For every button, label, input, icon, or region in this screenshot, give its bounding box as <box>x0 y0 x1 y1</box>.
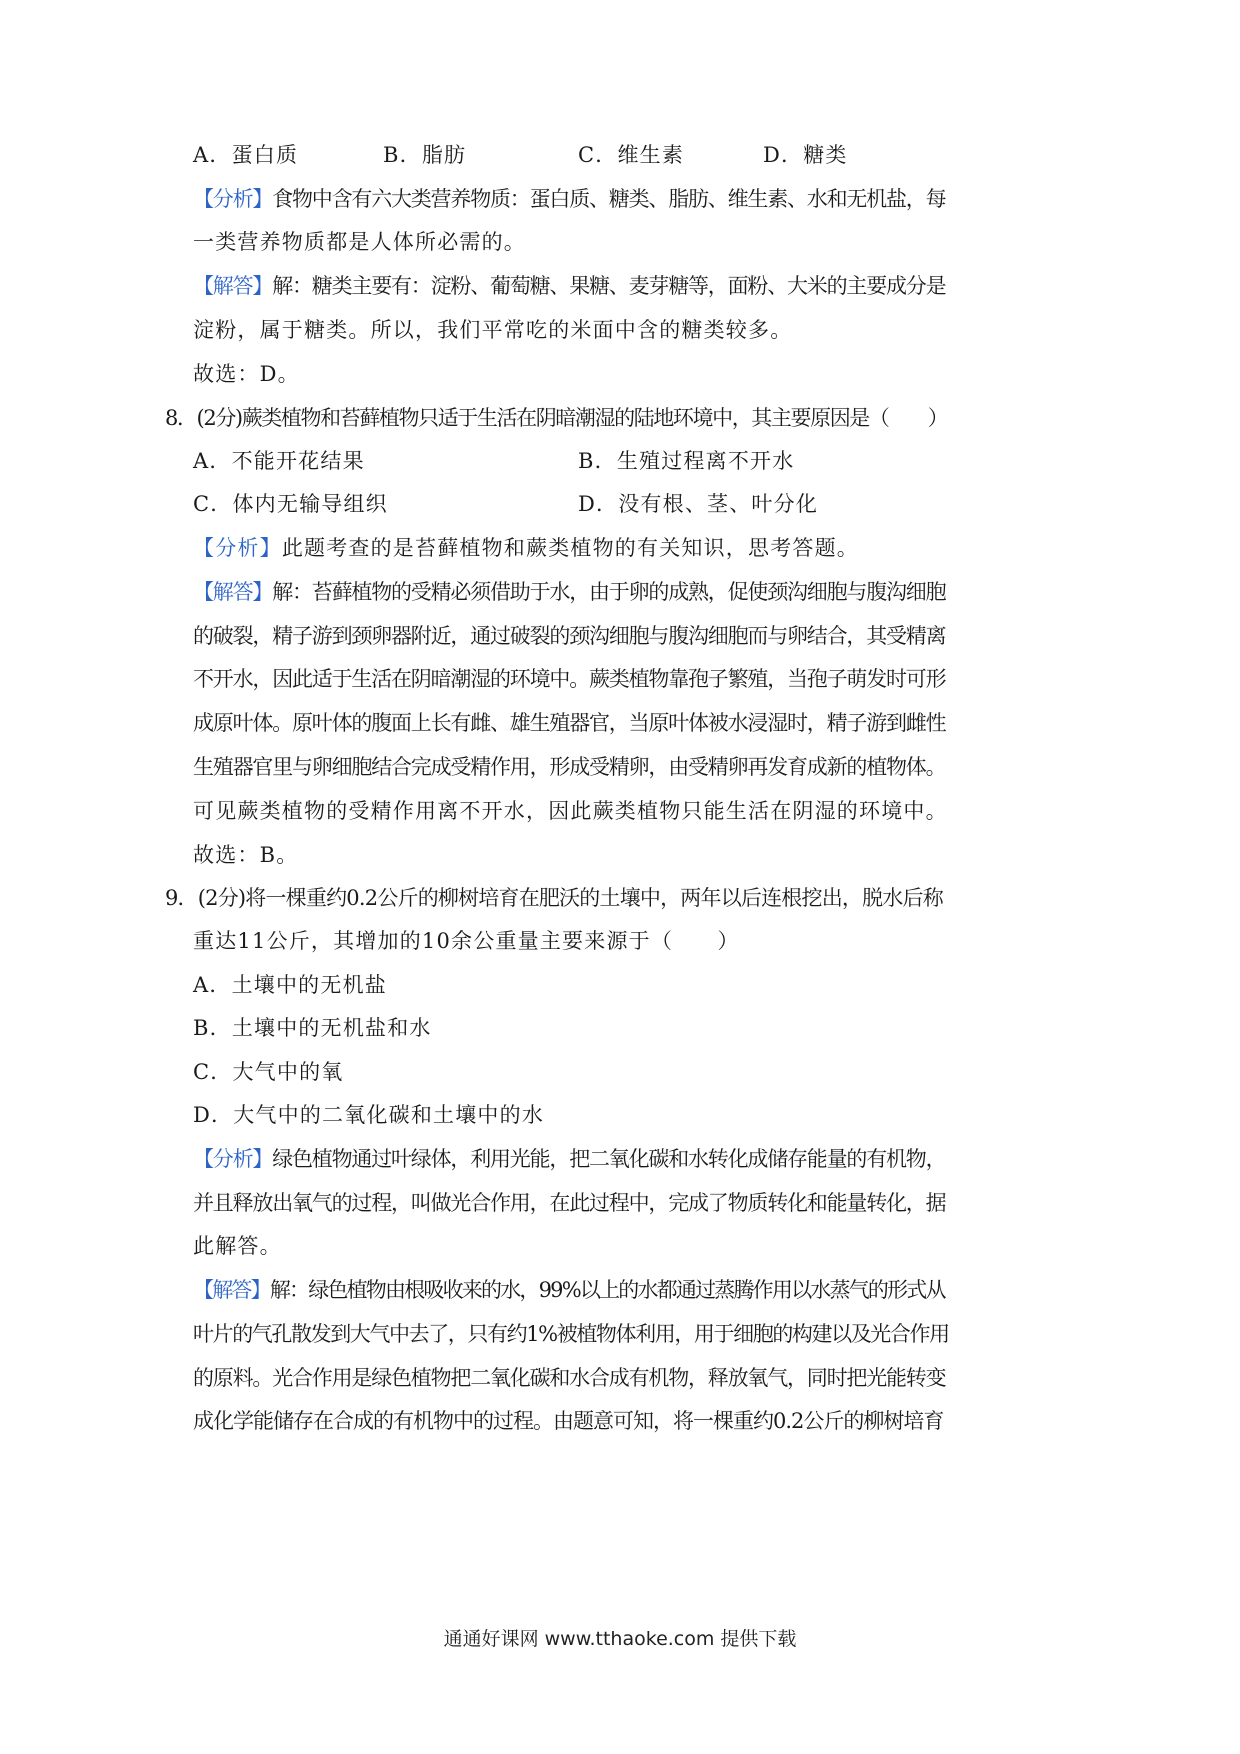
q7-answer-line-1: 【解答】解：糖类主要有：淀粉、葡萄糖、果糖、麦芽糖等，面粉、大米的主要成分是 <box>193 274 946 298</box>
q9-option-b: B．土壤中的无机盐和水 <box>193 1016 432 1040</box>
q8-option-b: B．生殖过程离不开水 <box>578 449 795 473</box>
q7-option-b: B．脂肪 <box>383 143 467 167</box>
q7-option-c: C．维生素 <box>578 143 685 167</box>
q9-analysis-line-3: 此解答。 <box>193 1234 282 1258</box>
q9-stem-line-2: 重达11公斤，其增加的10余公重量主要来源于（ ） <box>193 929 740 953</box>
q8-option-c: C．体内无输导组织 <box>193 492 388 516</box>
q8-answer-line-5: 生殖器官里与卵细胞结合完成受精作用，形成受精卵，由受精卵再发育成新的植物体。 <box>193 755 946 779</box>
q8-stem: 8．(2分)蕨类植物和苔藓植物只适于生活在阴暗潮湿的陆地环境中，其主要原因是（ ） <box>165 406 948 430</box>
q8-option-d: D．没有根、茎、叶分化 <box>578 492 819 516</box>
q9-answer-line-1: 【解答】解：绿色植物由根吸收来的水，99%以上的水都通过蒸腾作用以水蒸气的形式从 <box>193 1278 945 1302</box>
q8-answer-line-4: 成原叶体。原叶体的腹面上长有雌、雄生殖器官，当原叶体被水浸湿时，精子游到雌性 <box>193 711 946 735</box>
analysis-tag: 【分析】 <box>193 536 282 560</box>
q8-answer-line-2: 的破裂，精子游到颈卵器附近，通过破裂的颈沟细胞与腹沟细胞而与卵结合，其受精离 <box>193 624 946 648</box>
analysis-tag: 【分析】 <box>193 187 273 211</box>
q7-analysis-line-1: 【分析】食物中含有六大类营养物质：蛋白质、糖类、脂肪、维生素、水和无机盐，每 <box>193 187 946 211</box>
answer-tag: 【解答】 <box>193 1278 270 1302</box>
q7-option-d: D．糖类 <box>763 143 848 167</box>
answer-tag: 【解答】 <box>193 580 273 604</box>
q9-option-a: A．土壤中的无机盐 <box>193 973 387 997</box>
q8-option-a: A．不能开花结果 <box>193 449 365 473</box>
q9-analysis-line-2: 并且释放出氧气的过程，叫做光合作用，在此过程中，完成了物质转化和能量转化，据 <box>193 1191 946 1215</box>
q8-answer-line-6: 可见蕨类植物的受精作用离不开水，因此蕨类植物只能生活在阴湿的环境中。 <box>193 799 948 823</box>
q9-answer-line-4: 成化学能储存在合成的有机物中的过程。由题意可知，将一棵重约0.2公斤的柳树培育 <box>193 1409 944 1433</box>
answer-tag: 【解答】 <box>193 274 273 298</box>
q9-analysis-line-1: 【分析】绿色植物通过叶绿体，利用光能，把二氧化碳和水转化成储存能量的有机物， <box>193 1147 946 1171</box>
analysis-tag: 【分析】 <box>193 1147 273 1171</box>
q9-answer-line-2: 叶片的气孔散发到大气中去了，只有约1%被植物体利用，用于细胞的构建以及光合作用 <box>193 1322 949 1346</box>
q7-option-a: A．蛋白质 <box>193 143 299 167</box>
q7-choice: 故选：D。 <box>193 362 300 386</box>
q8-choice: 故选：B。 <box>193 843 299 867</box>
q9-answer-line-3: 的原料。光合作用是绿色植物把二氧化碳和水合成有机物，释放氧气，同时把光能转变 <box>193 1366 946 1390</box>
q7-analysis-line-2: 一类营养物质都是人体所必需的。 <box>193 230 526 254</box>
q7-answer-line-2: 淀粉，属于糖类。所以，我们平常吃的米面中含的糖类较多。 <box>193 318 793 342</box>
q9-option-c: C．大气中的氧 <box>193 1060 344 1084</box>
footer-source-text: 通通好课网 www.tthaoke.com 提供下载 <box>443 1628 797 1650</box>
q8-answer-line-3: 不开水，因此适于生活在阴暗潮湿的环境中。蕨类植物靠孢子繁殖，当孢子萌发时可形 <box>193 667 946 691</box>
q8-answer-line-1: 【解答】解：苔藓植物的受精必须借助于水，由于卵的成熟，促使颈沟细胞与腹沟细胞 <box>193 580 946 604</box>
q8-analysis-line-1: 【分析】此题考查的是苔藓植物和蕨类植物的有关知识，思考答题。 <box>193 536 860 560</box>
q9-stem-line-1: 9．(2分)将一棵重约0.2公斤的柳树培育在肥沃的土壤中，两年以后连根挖出，脱水后称 <box>165 886 943 910</box>
q9-option-d: D．大气中的二氧化碳和土壤中的水 <box>193 1103 545 1127</box>
